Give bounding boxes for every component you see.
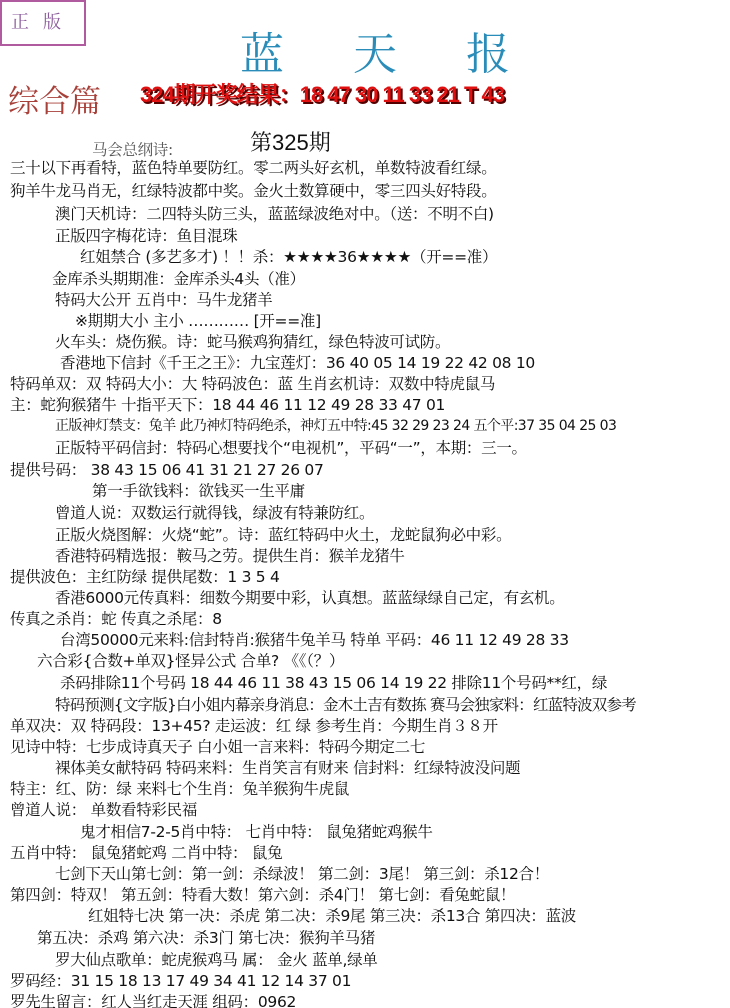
line: 五肖中特： 鼠兔猪蛇鸡 二肖中特： 鼠兔	[10, 844, 283, 862]
line: 第五决：杀鸡 第六决：杀3门 第七决：猴狗羊马猪	[37, 929, 376, 947]
line: 正版神灯禁支：兔羊 此乃神灯特码绝杀，神灯五中特:45 32 29 23 24 五个平:37 35 04 25 03	[55, 418, 617, 434]
line: 单双决：双 特码段：13+45? 走运波：红 绿 参考生肖：今期生肖３８开	[10, 717, 498, 735]
line: 罗大仙点歌单：蛇虎猴鸡马 属： 金火 蓝单,绿单	[55, 951, 378, 969]
newspaper-title	[240, 18, 510, 82]
line: 狗羊牛龙马肖无，红绿特波都中奖。金火土数算硬中，零三四头好特段。	[10, 182, 497, 200]
line: 香港6000元传真料：细数今期要中彩，认真想。蓝蓝绿绿自己定，有玄机。	[55, 589, 565, 607]
line: 红姐禁合 (多艺多才) ！！杀：★★★★36★★★★（开==准）	[80, 248, 498, 266]
title-char: 天	[353, 29, 397, 80]
line: 正版四字梅花诗：鱼目混珠	[55, 227, 238, 245]
line: 提供号码： 38 43 15 06 41 31 21 27 26 07	[10, 461, 324, 479]
line: 曾道人说： 单数看特彩民福	[10, 801, 198, 819]
line: 特主：红、防：绿 来料七个生肖：兔羊猴狗牛虎鼠	[10, 780, 350, 798]
line: 主：蛇狗猴猪牛 十指平天下：18 44 46 11 12 49 28 33 47 01	[10, 396, 446, 414]
line: 台湾50000元来料:信封特肖:猴猪牛兔羊马 特单 平码：46 11 12 49 28 33	[60, 631, 569, 649]
line: 特码大公开 五肖中：马牛龙猪羊	[55, 291, 273, 309]
line: ※期期大小 主小 ………… [开==准]	[75, 312, 321, 330]
line: 曾道人说：双数运行就得钱，绿波有特兼防红。	[55, 504, 375, 522]
line: 特码单双：双 特码大小：大 特码波色：蓝 生肖玄机诗：双数中特虎鼠马	[10, 375, 496, 393]
line: 香港特码精选报：鞍马之劳。提供生肖：猴羊龙猪牛	[55, 547, 405, 565]
line: 六合彩{合数+单双}怪异公式 合单? 《《（？）	[37, 652, 345, 670]
line: 杀码排除11个号码 18 44 46 11 38 43 15 06 14 19 22 排除11个号码**红，绿	[60, 674, 608, 692]
line: 红姐特七决 第一决：杀虎 第二决：杀9尾 第三决：杀13合 第四决：蓝波	[88, 907, 576, 925]
line: 传真之杀肖：蛇 传真之杀尾：8	[10, 610, 222, 628]
line: 裸体美女献特码 特码来料：生肖笑言有财来 信封料：红绿特波没问题	[55, 759, 521, 777]
line: 罗先生留言：红人当红走天涯 组码：0962	[10, 993, 297, 1008]
section-label: 综合篇	[8, 84, 101, 120]
line: 金库杀头期期准：金库杀头4头（准）	[52, 270, 305, 288]
title-char: 报	[466, 29, 510, 80]
line: 罗码经：31 15 18 13 17 49 34 41 12 14 37 01	[10, 972, 352, 990]
line: 正版火烧图解：火烧“蛇”。诗：蓝红特码中火土，龙蛇鼠狗必中彩。	[55, 526, 512, 544]
line: 澳门天机诗：二四特头防三头，蓝蓝绿波绝对中。（送：不明不白)	[55, 205, 494, 223]
line: 火车头：烧伤猴。诗：蛇马猴鸡狗猜红，绿色特波可试防。	[55, 333, 451, 351]
line: 马会总纲诗:	[92, 141, 173, 159]
title-char: 蓝	[240, 29, 284, 80]
line: 第一手欲钱料：欲钱买一生平庸	[92, 482, 305, 500]
draw-result: 324期开奖结果：18 47 30 11 33 21 T 43	[140, 82, 505, 107]
line: 三十以下再看特，蓝色特单要防红。零二两头好玄机，单数特波看红绿。	[10, 159, 497, 177]
line: 正版特平码信封：特码心想要找个“电视机”，平码“一”，本期：三一。	[55, 439, 527, 457]
line: 第四剑：特双！ 第五剑：特看大数！第六剑：杀4门！ 第七剑：看兔蛇鼠！	[10, 886, 516, 904]
line: 提供波色：主红防绿 提供尾数：1 3 5 4	[10, 568, 280, 586]
genuine-badge: 正版	[0, 0, 86, 46]
line: 特码预测{文字版}白小姐内幕亲身消息：金木土吉有数拣 赛马会独家料：红蓝特波双参考	[55, 696, 636, 714]
line: 七剑下天山第七剑：第一剑：杀绿波！ 第二剑：3尾！ 第三剑：杀12合！	[55, 865, 549, 883]
line: 香港地下信封《千王之王》：九宝莲灯：36 40 05 14 19 22 42 08 10	[60, 354, 535, 372]
line: 见诗中特：七步成诗真天子 白小姐一言来料：特码今期定二七	[10, 738, 426, 756]
issue-number: 第325期	[250, 130, 331, 155]
line: 鬼才相信7-2-5肖中特： 七肖中特： 鼠兔猪蛇鸡猴牛	[80, 823, 433, 841]
